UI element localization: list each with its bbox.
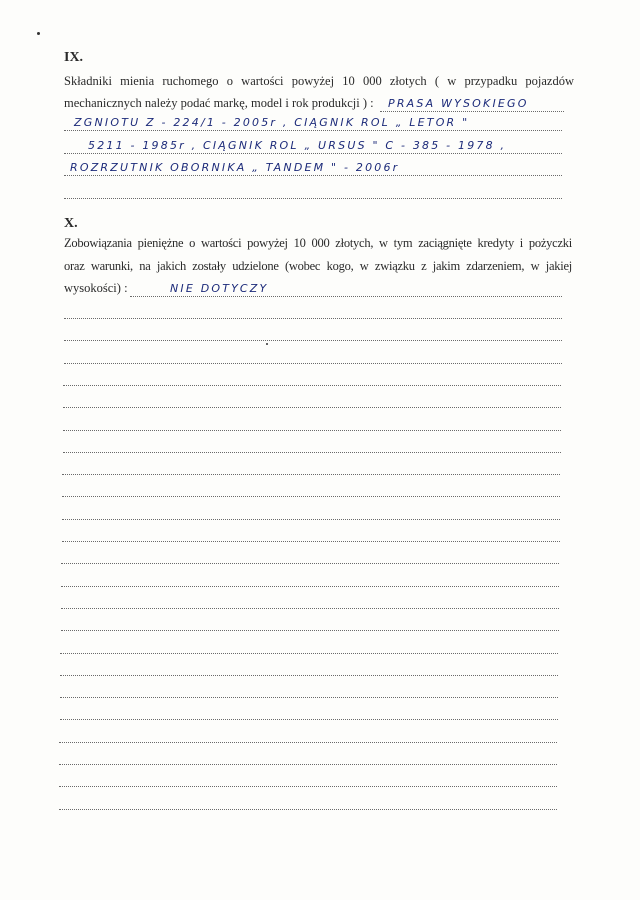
blank-answer-line [59, 792, 557, 812]
blank-answer-line [60, 702, 558, 722]
blank-answer-line [60, 658, 558, 678]
blank-answer-line [63, 368, 561, 388]
blank-answer-line [62, 457, 560, 477]
section-x-heading: X. [64, 216, 78, 231]
blank-answer-line [64, 301, 562, 321]
blank-answer-line [59, 725, 557, 745]
blank-answer-line [61, 546, 559, 566]
handwritten-entry: ROZRZUTNIK OBORNIKA „ TANDEM " - 2006r [70, 161, 400, 174]
blank-answer-line [61, 591, 559, 611]
section-ix-answer-line-3 [64, 136, 562, 156]
blank-answer-line [59, 769, 557, 789]
section-ix-answer-line-2 [64, 113, 562, 133]
blank-answer-line [63, 390, 561, 410]
section-x-text-line3: wysokości) : [64, 281, 128, 295]
section-ix-answer-line-5 [64, 181, 562, 201]
section-x-text-line1: Zobowiązania pieniężne o wartości powyżej 10 000 złotych, w tym zaciągnięte kredyty i pożyczki [64, 236, 572, 250]
section-ix-answer-line-1 [380, 94, 564, 114]
blank-answer-line [61, 613, 559, 633]
section-x-text-line2: oraz warunki, na jakich zostały udzielone (wobec kogo, w związku z jakim zdarzeniem, w jakiej [64, 259, 572, 273]
blank-answer-line [64, 323, 562, 343]
blank-answer-line [62, 502, 560, 522]
scan-speck [37, 32, 40, 35]
blank-answer-line [64, 346, 562, 366]
blank-answer-line [62, 524, 560, 544]
blank-answer-line [62, 479, 560, 499]
section-ix-text-line1: Składniki mienia ruchomego o wartości powyżej 10 000 złotych ( w przypadku pojazdów [64, 74, 574, 88]
blank-answer-line [61, 569, 559, 589]
blank-answer-line [60, 680, 558, 700]
blank-answer-line [63, 435, 561, 455]
blank-answer-line [60, 636, 558, 656]
handwritten-entry: PRASA WYSOKIEGO [388, 97, 529, 110]
section-ix-text-line2: mechanicznych należy podać markę, model i rok produkcji ) : [64, 96, 374, 110]
section-x-answer-line-1 [130, 279, 562, 299]
blank-answer-line [59, 747, 557, 767]
handwritten-entry: 5211 - 1985r , CIĄGNIK ROL „ URSUS " C - 385 - 1978 , [88, 139, 507, 152]
section-ix-heading: IX. [64, 50, 84, 65]
blank-answer-line [63, 413, 561, 433]
handwritten-entry: ZGNIOTU Z - 224/1 - 2005r , CIĄGNIK ROL „ LETOR " [74, 116, 470, 129]
section-ix-answer-line-4 [64, 158, 562, 178]
handwritten-entry: NIE DOTYCZY [170, 282, 269, 295]
